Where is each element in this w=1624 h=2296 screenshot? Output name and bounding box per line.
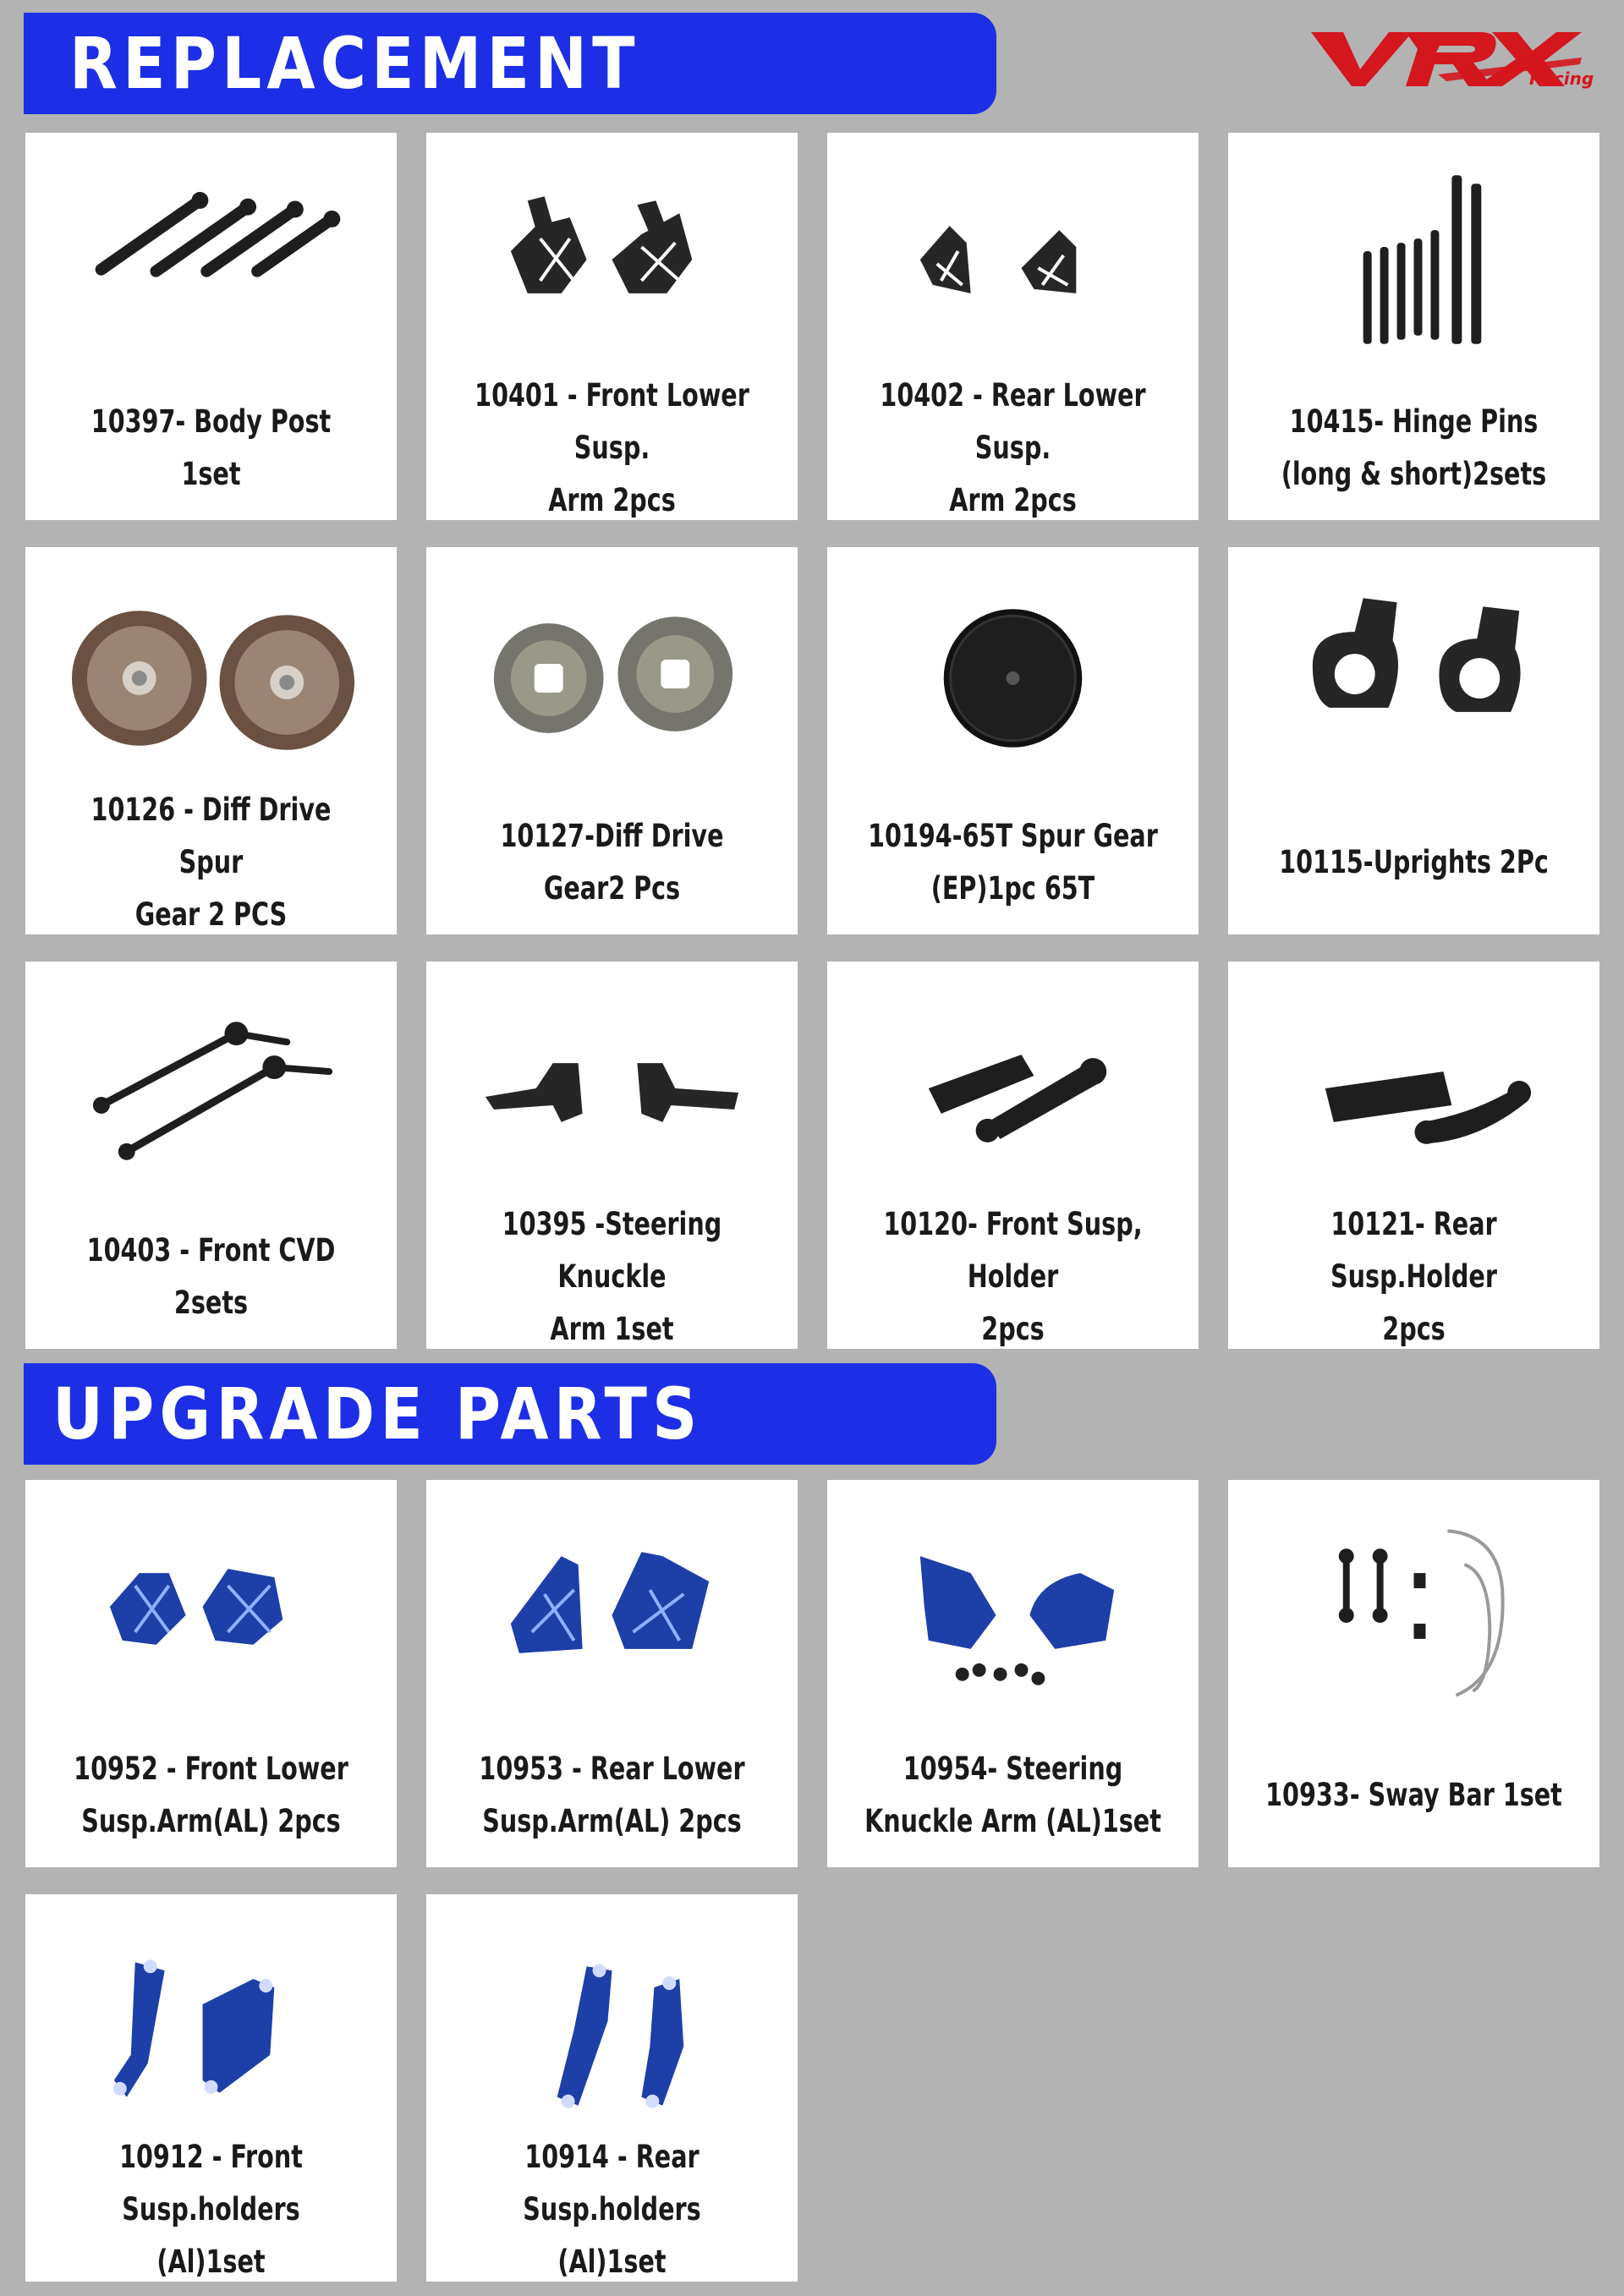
part-caption: 10952 - Front Lower Susp.Arm(AL) 2pcs (74, 1751, 348, 1839)
part-caption: 10127-Diff Drive Gear2 Pcs (500, 818, 724, 907)
front-susp-holder-icon (861, 995, 1165, 1190)
part-caption: 10401 - Front Lower Susp. Arm 2pcs (475, 377, 749, 518)
part-card-10120[interactable] (827, 962, 1199, 1349)
part-card-10126[interactable] (25, 547, 397, 934)
part-caption: 10194-65T Spur Gear (EP)1pc 65T (868, 818, 1158, 907)
alu-rear-susp-holder-icon (460, 1928, 764, 2123)
part-card-10403[interactable] (25, 962, 397, 1349)
upgrade-parts-title: UPGRADE PARTS (52, 1373, 703, 1455)
part-caption: 10954- Steering Knuckle Arm (AL)1set (864, 1751, 1161, 1839)
part-caption: 10953 - Rear Lower Susp.Arm(AL) 2pcs (479, 1751, 745, 1839)
spur-gear-icon (861, 581, 1165, 775)
rear-susp-holder-icon (1262, 995, 1566, 1190)
part-card-10402[interactable] (827, 133, 1199, 520)
sway-bar-icon (1262, 1514, 1566, 1708)
alu-front-susp-holder-icon (59, 1928, 363, 2123)
part-card-10127[interactable] (426, 547, 798, 934)
part-card-10912[interactable] (25, 1894, 397, 2282)
part-caption: 10402 - Rear Lower Susp. Arm 2pcs (880, 377, 1146, 518)
part-caption: 10415- Hinge Pins (long & short)2sets (1281, 403, 1547, 492)
part-caption: 10397- Body Post 1set (91, 403, 332, 492)
part-caption: 10115-Uprights 2Pc (1279, 844, 1549, 880)
part-card-10121[interactable] (1228, 962, 1599, 1349)
logo-racing-text: Racing (1529, 68, 1594, 89)
part-caption: 10121- Rear Susp.Holder 2pcs (1330, 1206, 1497, 1347)
bevel-gear-icon (59, 581, 363, 775)
vrx-racing-logo (1311, 25, 1594, 93)
replacement-parts-title: REPLACEMENT (69, 22, 640, 105)
part-caption: 10403 - Front CVD 2sets (86, 1232, 336, 1321)
part-caption: 10912 - Front Susp.holders (Al)1set (119, 2139, 303, 2280)
alu-steering-knuckle-icon (861, 1514, 1165, 1708)
front-lower-arm-icon (460, 167, 764, 361)
part-card-10914[interactable] (426, 1894, 798, 2282)
replacement-parts-banner (24, 13, 996, 114)
cvd-shaft-icon (59, 995, 363, 1190)
part-card-10397[interactable] (25, 133, 397, 520)
rear-lower-arm-icon (861, 167, 1165, 361)
part-card-10954[interactable] (827, 1480, 1199, 1867)
uprights-icon (1262, 581, 1566, 775)
part-card-10115[interactable] (1228, 547, 1599, 934)
alu-rear-lower-arm-icon (460, 1514, 764, 1708)
part-card-10401[interactable] (426, 133, 798, 520)
part-card-10933[interactable] (1228, 1480, 1599, 1867)
part-caption: 10120- Front Susp, Holder 2pcs (883, 1206, 1143, 1347)
part-caption: 10126 - Diff Drive Spur Gear 2 PCS (91, 792, 332, 933)
pinion-gear-icon (460, 581, 764, 775)
alu-front-lower-arm-icon (59, 1514, 363, 1708)
part-card-10415[interactable] (1228, 133, 1599, 520)
body-post-icon (59, 167, 363, 361)
steering-knuckle-icon (460, 995, 764, 1190)
upgrade-parts-banner (24, 1363, 996, 1465)
part-card-10952[interactable] (25, 1480, 397, 1867)
part-card-10194[interactable] (827, 547, 1199, 934)
part-card-10953[interactable] (426, 1480, 798, 1867)
part-caption: 10914 - Rear Susp.holders (Al)1set (523, 2139, 701, 2280)
part-caption: 10933- Sway Bar 1set (1265, 1777, 1562, 1813)
part-card-10395[interactable] (426, 962, 798, 1349)
part-caption: 10395 -Steering Knuckle Arm 1set (502, 1206, 722, 1347)
hinge-pins-icon (1262, 167, 1566, 361)
